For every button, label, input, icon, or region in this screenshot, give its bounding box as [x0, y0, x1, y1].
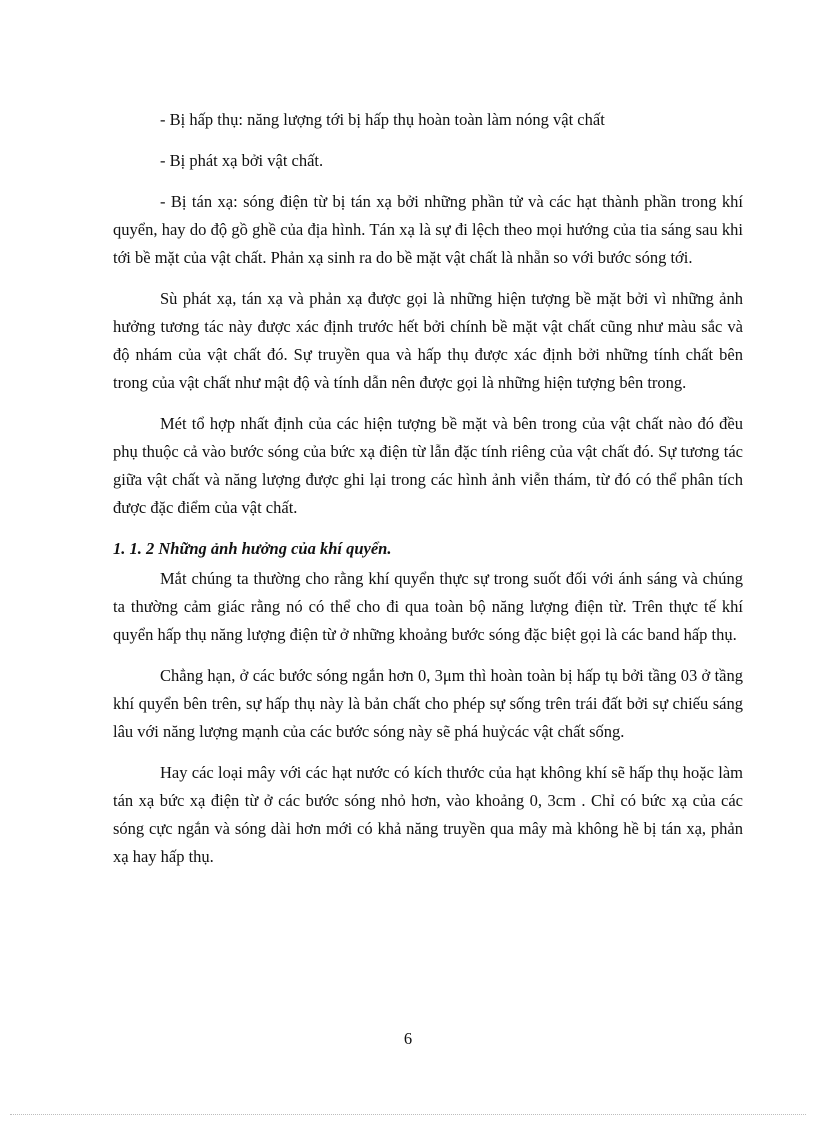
section-heading: 1. 1. 2 Những ảnh hưởng của khí quyển. — [113, 539, 392, 558]
paragraph-ozone-absorption: Chẳng hạn, ở các bước sóng ngắn hơn 0, 3μm thì hoàn toàn bị hấp tụ bởi tầng 03 ở tầng khí quyển bên trên, sự hấp thụ này là bản chất cho phép sự sống trên trái đất bởi sự chiếu sáng lâu với năng lượng mạnh của các bước sóng này sẽ phá huỷcác vật chất sống. — [113, 666, 743, 741]
page-number: 6 — [403, 1029, 413, 1048]
paragraph-combination: Mét tổ hợp nhất định của các hiện tượng bề mặt và bên trong của vật chất nào đó đều phụ thuộc cả vào bước sóng của bức xạ điện từ lẫn đặc tính riêng của vật chất đó. Sự tương tác giữa vật chất và năng lượng được ghi lại trong các hình ảnh viễn thám, từ đó có thể phân tích được đặc điểm của vật chất. — [113, 414, 743, 517]
paragraph-atmosphere-transparency: Mắt chúng ta thường cho rằng khí quyển thực sự trong suốt đối với ánh sáng và chúng ta thường cảm giác rằng nó có thể cho đi qua toàn bộ năng lượng điện từ. Trên thực tế khí quyển hấp thụ năng lượng điện từ ở những khoảng bước sóng đặc biệt gọi là các band hấp thụ. — [113, 569, 743, 644]
paragraph-absorption: - Bị hấp thụ: năng lượng tới bị hấp thụ hoàn toàn làm nóng vật chất — [160, 110, 605, 129]
page-content — [113, 106, 743, 884]
paragraph-emission: - Bị phát xạ bởi vật chất. — [160, 151, 324, 170]
paragraph-surface-phenomena: Sù phát xạ, tán xạ và phản xạ được gọi là những hiện tượng bề mặt bởi vì những ảnh hưởng tương tác này được xác định trước hết bởi chính bề mặt vật chất cũng như màu sắc và độ nhám của vật chất đó. Sự truyền qua và hấp thụ được xác định bởi những tính chất bên trong của vật chất như mật độ và tính dẫn nên được gọi là những hiện tượng bên trong. — [113, 289, 743, 392]
paragraph-scattering: - Bị tán xạ: sóng điện từ bị tán xạ bởi những phần tử và các hạt thành phần trong khí quyển, hay do độ gồ ghề của địa hình. Tán xạ là sự đi lệch theo mọi hướng của tia sáng sau khi tới bề mặt của vật chất. Phản xạ sinh ra do bề mặt vật chất là nhẵn so với bước sóng tới. — [113, 192, 743, 267]
page-bottom-divider — [10, 1114, 806, 1115]
paragraph-cloud-scattering: Hay các loại mây với các hạt nước có kích thước của hạt không khí sẽ hấp thụ hoặc làm tán xạ bức xạ điện từ ở các bước sóng nhỏ hơn, vào khoảng 0, 3cm . Chỉ có bức xạ của các sóng cực ngắn và sóng dài hơn mới có khả năng truyền qua mây mà không hề bị tán xạ, phản xạ hay hấp thụ. — [113, 763, 743, 866]
